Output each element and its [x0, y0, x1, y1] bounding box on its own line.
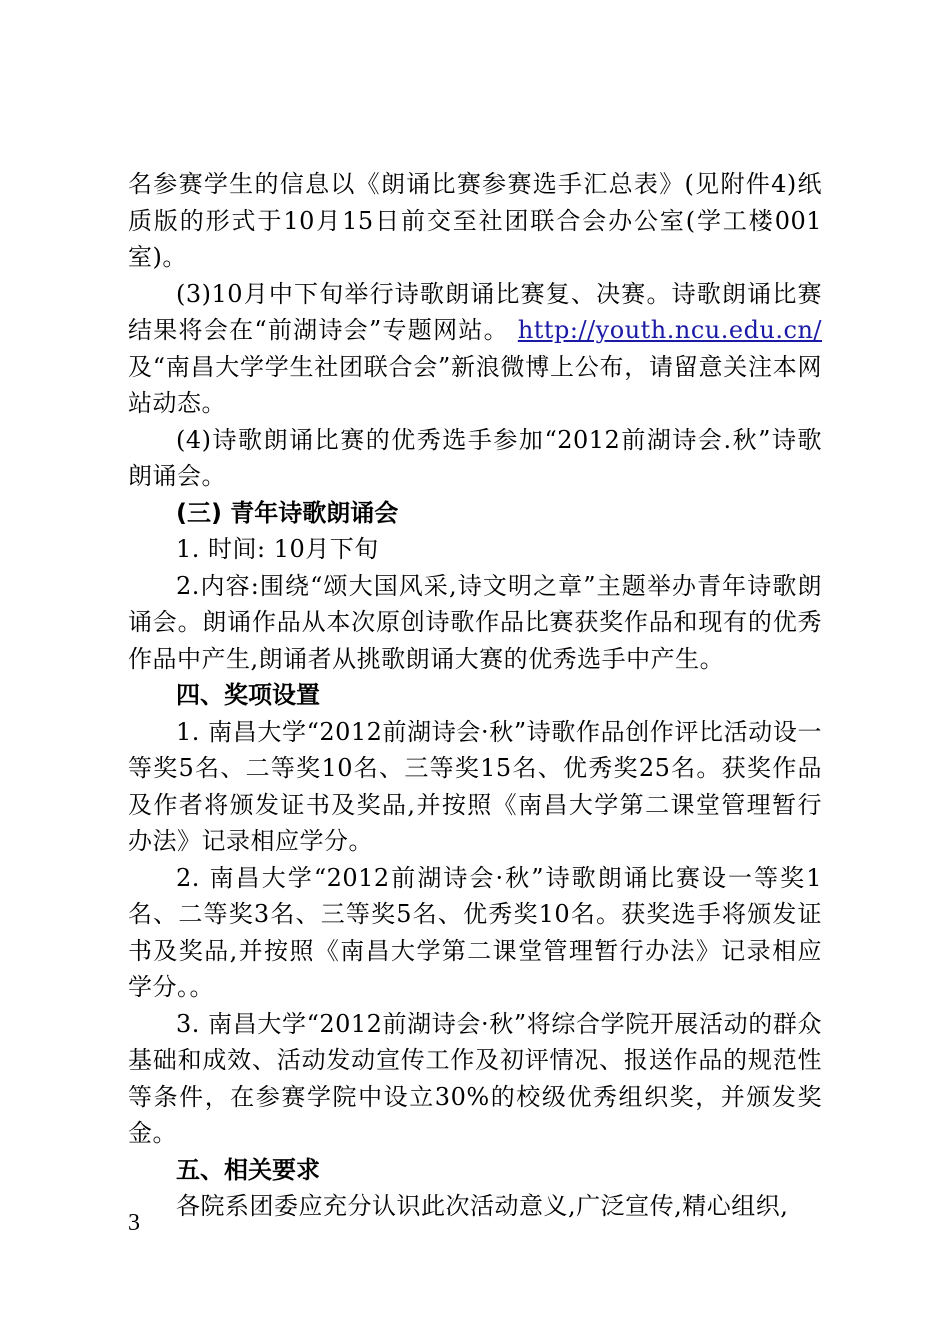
- paragraph-submission-info: 名参赛学生的信息以《朗诵比赛参赛选手汇总表》(见附件4)纸质版的形式于10月15日前交至社团联合会办公室(学工楼001室)。: [128, 170, 822, 271]
- section-heading-youth-recitation: (三) 青年诗歌朗诵会: [176, 498, 399, 527]
- paragraph-award-3: 3. 南昌大学“2012前湖诗会·秋”将综合学院开展活动的群众基础和成效、活动发动宣传工作及初评情况、报送作品的规范性等条件，在参赛学院中设立30%的校级优秀组织奖，并颁发奖金。: [128, 1009, 822, 1147]
- paragraph-award-2: 2. 南昌大学“2012前湖诗会·秋”诗歌朗诵比赛设一等奖1名、二等奖3名、三等奖5名、优秀奖10名。获奖选手将颁发证书及奖品,并按照《南昌大学第二课堂管理暂行办法》记录相应学分。。: [128, 863, 822, 1001]
- paragraph-content: 2.内容:围绕“颂大国风采,诗文明之章”主题举办青年诗歌朗诵会。朗诵作品从本次原创诗歌作品比赛获奖作品和现有的优秀作品中产生,朗诵者从挑歌朗诵大赛的优秀选手中产生。: [128, 571, 822, 673]
- document-body: [128, 166, 822, 1225]
- website-link[interactable]: http://youth.ncu.edu.cn/: [517, 316, 822, 344]
- paragraph-recitation-finals-text: (3)10月中下旬举行诗歌朗诵比赛复、决赛。诗歌朗诵比赛结果将会在“前湖诗会”专题网站。: [128, 279, 822, 344]
- paragraph-recitation-participants: (4)诗歌朗诵比赛的优秀选手参加“2012前湖诗会.秋”诗歌朗诵会。: [128, 425, 822, 490]
- paragraph-award-1: 1. 南昌大学“2012前湖诗会·秋”诗歌作品创作评比活动设一等奖5名、二等奖10名、三等奖15名、优秀奖25名。获奖作品及作者将颁发证书及奖品,并按照《南昌大学第二课堂管理暂行办法》记录相应学分。: [128, 717, 822, 855]
- page-number: 3: [128, 1210, 140, 1236]
- section-heading-requirements: 五、相关要求: [176, 1155, 320, 1184]
- paragraph-time: 1. 时间: 10月下旬: [176, 535, 379, 563]
- paragraph-recitation-finals-text-2: 及“南昌大学学生社团联合会”新浪微博上公布，请留意关注本网站动态。: [128, 352, 822, 417]
- paragraph-requirements: 各院系团委应充分认识此次活动意义,广泛宣传,精心组织,: [176, 1192, 789, 1220]
- section-heading-awards: 四、奖项设置: [176, 681, 320, 709]
- paragraph-recitation-finals: [128, 276, 822, 422]
